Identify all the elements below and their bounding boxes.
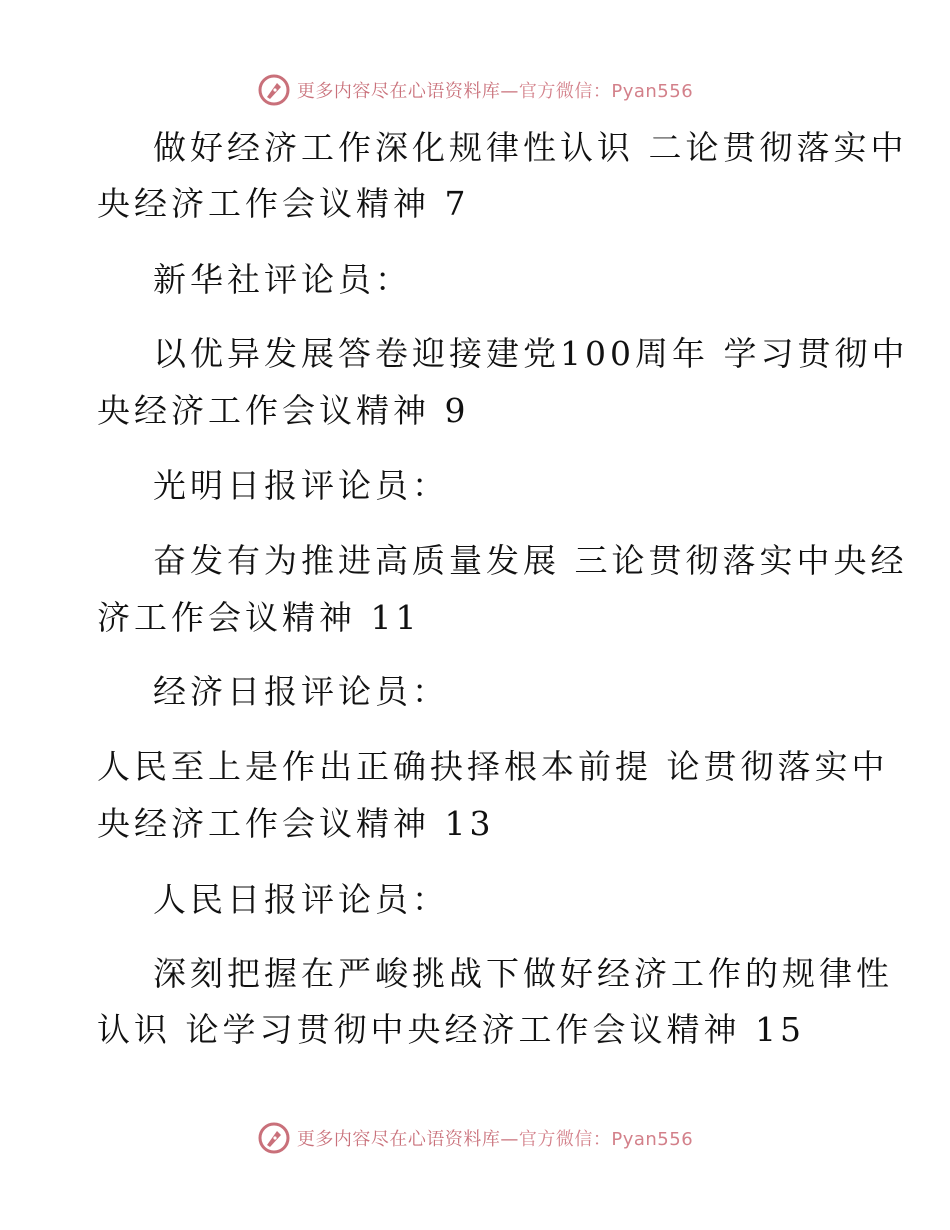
toc-entry-line: 央经济工作会议精神 13 xyxy=(97,804,495,843)
toc-author-line: 新华社评论员： xyxy=(153,260,412,299)
footer-banner xyxy=(0,1118,950,1158)
toc-entry-line: 深刻把握在严峻挑战下做好经济工作的规律性 xyxy=(153,954,893,993)
toc-entry-line: 人民至上是作出正确抉择根本前提 论贯彻落实中 xyxy=(97,747,889,786)
toc-entry-line: 央经济工作会议精神 7 xyxy=(97,184,470,223)
pen-nib-logo-icon xyxy=(257,1121,291,1155)
banner-text xyxy=(297,1125,693,1151)
banner-wechat-label: 官方微信： xyxy=(518,81,612,102)
banner-dash: — xyxy=(500,1129,519,1150)
banner-wechat-id: Pyan556 xyxy=(611,81,694,102)
banner-wechat-id: Pyan556 xyxy=(611,1129,694,1150)
toc-entry-line: 以优异发展答卷迎接建党100周年 学习贯彻中 xyxy=(153,334,909,373)
toc-entry-line: 奋发有为推进高质量发展 三论贯彻落实中央经 xyxy=(153,541,908,580)
toc-entry-line: 认识 论学习贯彻中央经济工作会议精神 15 xyxy=(97,1010,805,1049)
toc-entry-line: 做好经济工作深化规律性认识 二论贯彻落实中 xyxy=(153,128,908,167)
toc-entry-line: 央经济工作会议精神 9 xyxy=(97,391,470,430)
banner-dash: — xyxy=(500,81,519,102)
banner-site-name: 更多内容尽在心语资料库 xyxy=(296,81,501,102)
pen-nib-logo-icon xyxy=(257,73,291,107)
toc-author-line: 经济日报评论员： xyxy=(153,672,449,711)
header-banner xyxy=(0,70,950,110)
toc-author-line: 光明日报评论员： xyxy=(153,466,449,505)
banner-wechat-label: 官方微信： xyxy=(518,1129,612,1150)
toc-entry-line: 济工作会议精神 11 xyxy=(97,598,421,637)
toc-author-line: 人民日报评论员： xyxy=(153,880,449,919)
banner-text xyxy=(297,77,693,103)
banner-site-name: 更多内容尽在心语资料库 xyxy=(296,1129,501,1150)
